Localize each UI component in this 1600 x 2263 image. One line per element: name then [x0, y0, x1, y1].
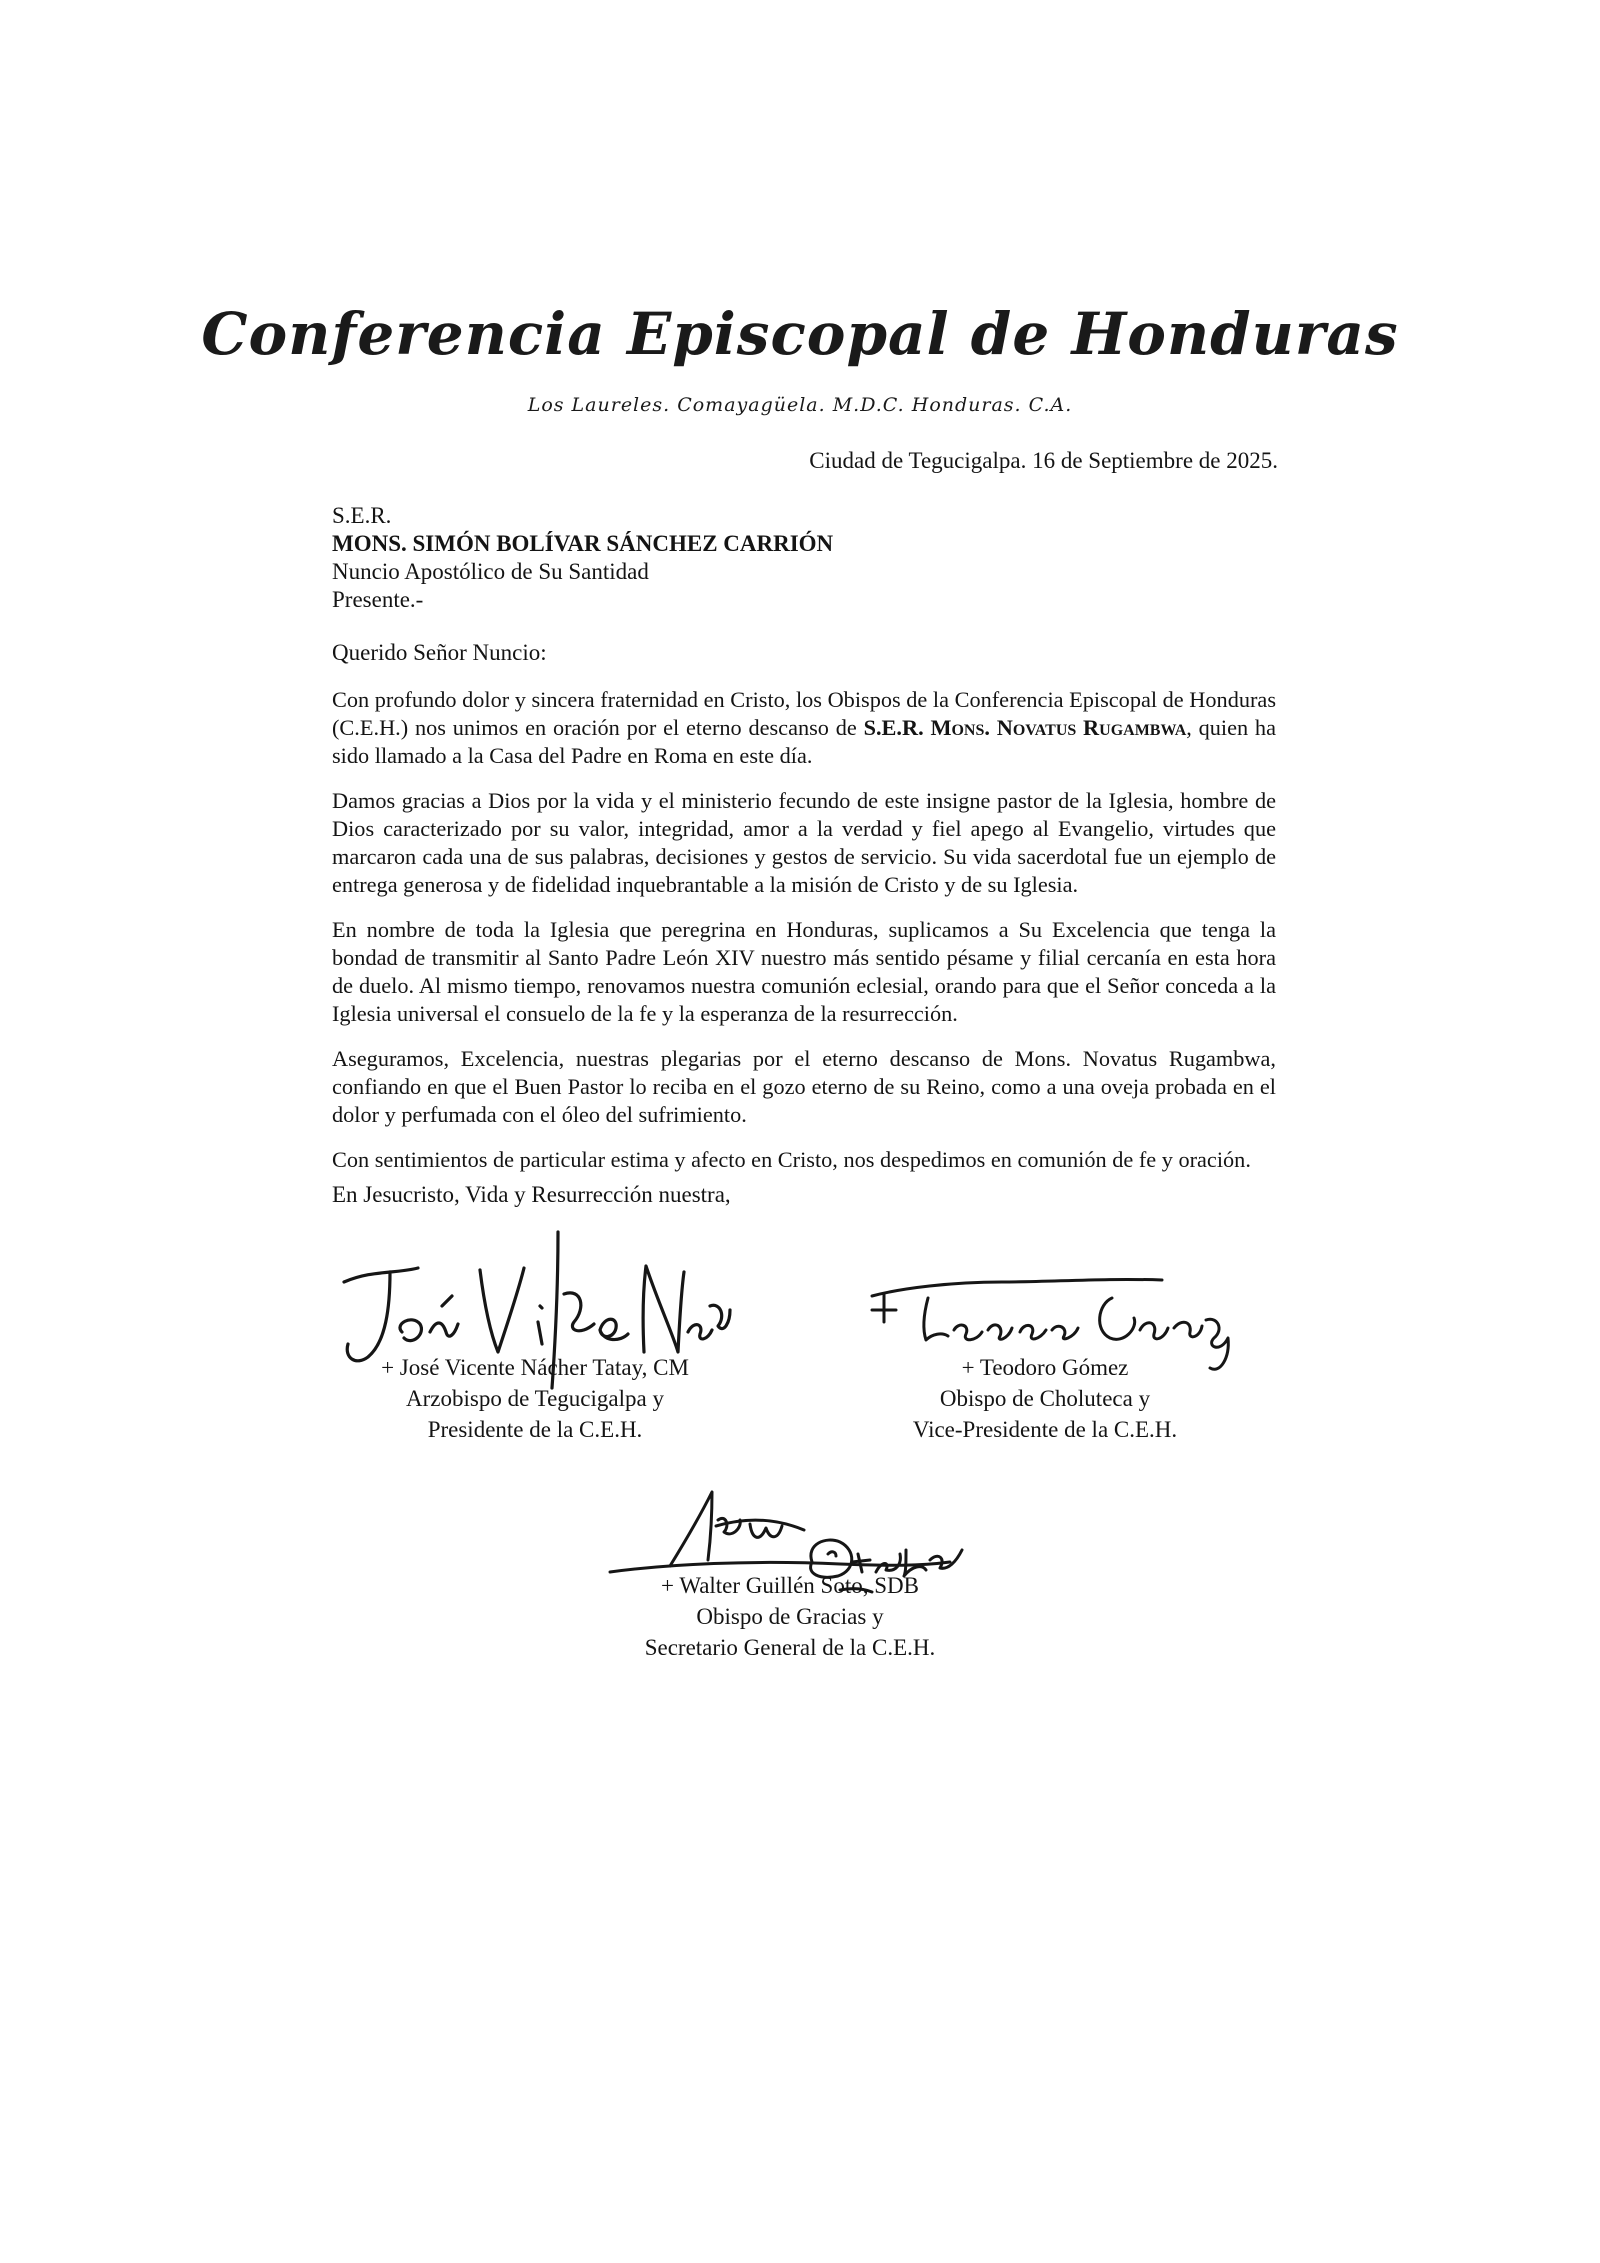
paragraph-2: Damos gracias a Dios por la vida y el ministerio fecundo de este insigne pastor de la Iglesia, hombre de Dios caracterizado por su valor, integridad, amor a la verdad y fiel apego al Evangelio, virtudes que marcaron cada una de sus palabras, decisiones y gestos de servicio. Su vida sacerdotal fue un ejemplo de entrega generosa y de fidelidad inquebrantable a la misión de Cristo y de su Iglesia.: [332, 788, 1276, 897]
recipient-block: [332, 502, 833, 614]
recipient-role: Nuncio Apostólico de Su Santidad: [332, 559, 649, 584]
signatory-3-name: + Walter Guillén Soto, SDB: [661, 1573, 919, 1598]
paragraph-1: [332, 686, 1276, 770]
closing-line: En Jesucristo, Vida y Resurrección nuestra,: [332, 1182, 731, 1207]
signatory-2-title: Obispo de Choluteca y: [939, 1386, 1151, 1411]
salutation: Querido Señor Nuncio:: [332, 640, 547, 665]
signatory-block-2: [872, 1352, 1218, 1445]
signatory-2-office: Vice-Presidente de la C.E.H.: [912, 1417, 1178, 1442]
letterhead-title: Conferencia Episcopal de Honduras: [201, 300, 1399, 368]
paragraph-3: En nombre de toda la Iglesia que peregrina en Honduras, suplicamos a Su Excelencia que tenga la bondad de transmitir al Santo Padre León XIV nuestro más sentido pésame y filial cercanía en esta hora de duelo. Al mismo tiempo, renovamos nuestra comunión eclesial, orando para que el Señor conceda a la Iglesia universal el consuelo de la fe y la esperanza de la resurrección.: [332, 917, 1276, 1026]
signatory-1-title: Arzobispo de Tegucigalpa y: [406, 1386, 664, 1411]
signatory-block-3: [612, 1570, 968, 1663]
deceased-name: S.E.R. Mons. Novatus Rugambwa: [863, 715, 1187, 740]
recipient-presente: Presente.-: [332, 587, 424, 612]
paragraph-5: Con sentimientos de particular estima y afecto en Cristo, nos despedimos en comunión de fe y oración.: [332, 1147, 1251, 1172]
signatory-2-name: + Teodoro Gómez: [961, 1355, 1129, 1380]
signatory-1-office: Presidente de la C.E.H.: [427, 1417, 643, 1442]
paragraph-1-end: , quien ha sido llamado a la Casa del Padre en Roma en este día.: [332, 715, 1276, 768]
date-line: Ciudad de Tegucigalpa. 16 de Septiembre de 2025.: [809, 448, 1278, 473]
letterhead-address: Los Laureles. Comayagüela. M.D.C. Honduras. C.A.: [527, 394, 1073, 416]
signatory-3-office: Secretario General de la C.E.H.: [644, 1635, 936, 1660]
letter-body: [332, 686, 1276, 1191]
paragraph-4: Aseguramos, Excelencia, nuestras plegarias por el eterno descanso de Mons. Novatus Rugambwa, confiando en que el Buen Pastor lo reciba en el gozo eterno de su Reino, como a una oveja probada en el dolor y perfumada con el óleo del sufrimiento.: [332, 1046, 1276, 1127]
signatory-1-name: + José Vicente Nácher Tatay, CM: [381, 1355, 689, 1380]
recipient-honorific: S.E.R.: [332, 503, 392, 528]
paragraph-1-start: Con profundo dolor y sincera fraternidad en Cristo, los Obispos de la Conferencia Episcopal de Honduras (C.E.H.) nos unimos en oración por el eterno descanso de: [332, 687, 1276, 740]
signatory-3-title: Obispo de Gracias y: [696, 1604, 884, 1629]
signatory-block-1: [340, 1352, 730, 1445]
recipient-name: MONS. SIMÓN BOLÍVAR SÁNCHEZ CARRIÓN: [332, 531, 834, 556]
